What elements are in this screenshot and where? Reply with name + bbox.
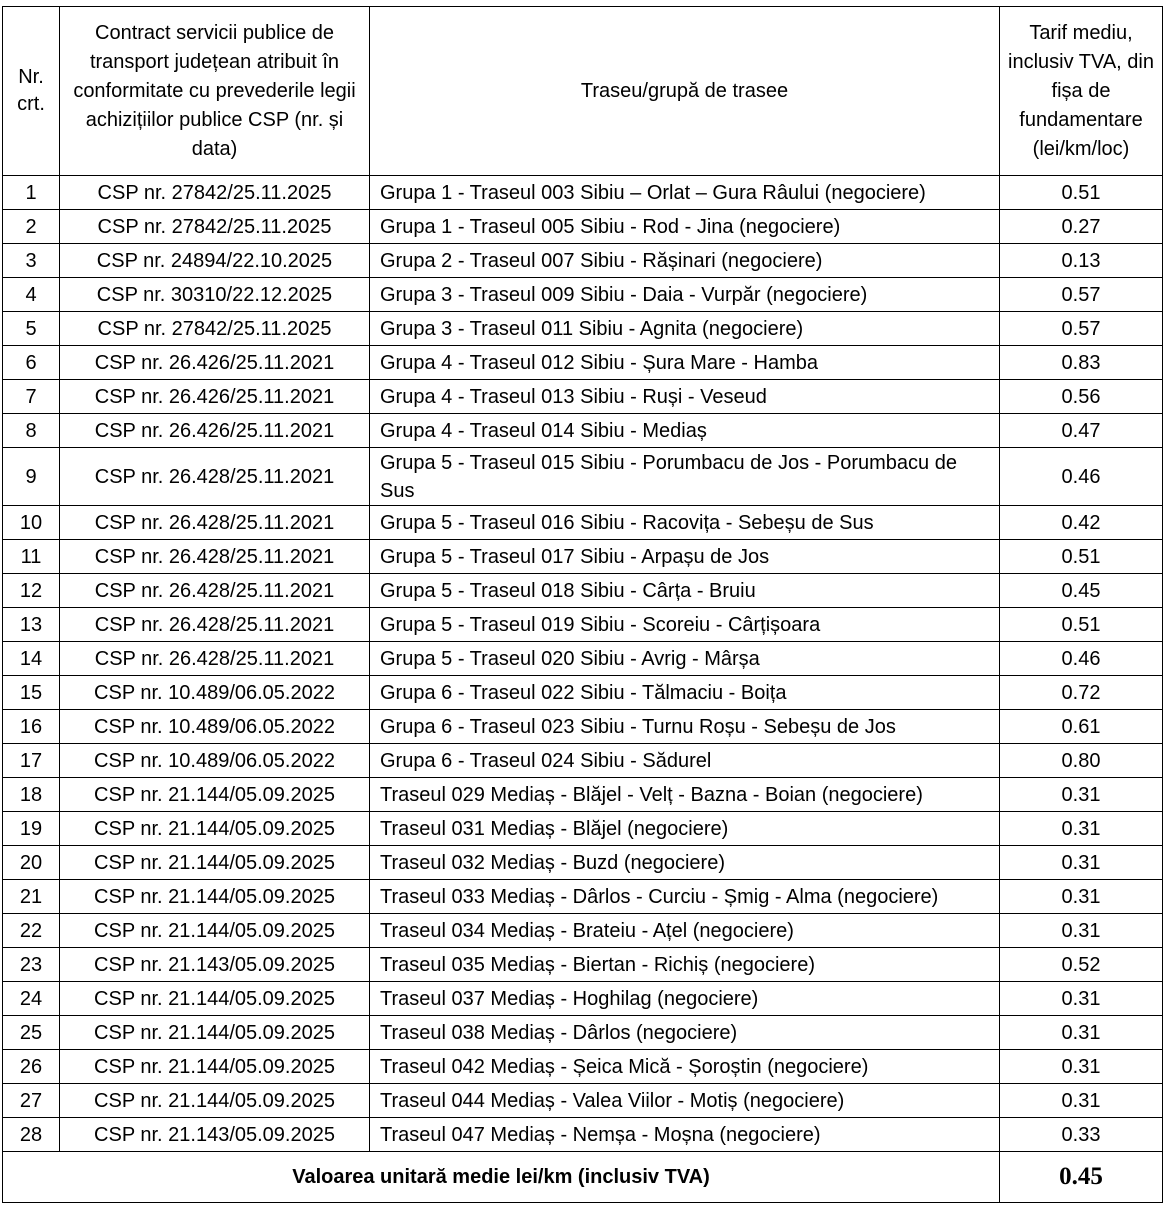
cell-tariff: 0.31: [1000, 914, 1163, 948]
cell-csp: CSP nr. 26.428/25.11.2021: [60, 642, 370, 676]
cell-route: Grupa 1 - Traseul 005 Sibiu - Rod - Jina (negociere): [370, 210, 1000, 244]
cell-csp: CSP nr. 24894/22.10.2025: [60, 244, 370, 278]
cell-route: Grupa 5 - Traseul 016 Sibiu - Racovița - Sebeșu de Sus: [370, 506, 1000, 540]
cell-tariff: 0.31: [1000, 880, 1163, 914]
cell-tariff: 0.33: [1000, 1118, 1163, 1152]
header-route: Traseu/grupă de trasee: [370, 7, 1000, 176]
cell-tariff: 0.46: [1000, 448, 1163, 506]
table-row: [3, 778, 1163, 812]
table-row: [3, 414, 1163, 448]
cell-route: Grupa 5 - Traseul 020 Sibiu - Avrig - Mârșa: [370, 642, 1000, 676]
cell-nr: 15: [3, 676, 60, 710]
table-row: [3, 346, 1163, 380]
cell-csp: CSP nr. 10.489/06.05.2022: [60, 676, 370, 710]
header-tariff: Tarif mediu, inclusiv TVA, din fișa de fundamentare (lei/km/loc): [1000, 7, 1163, 176]
table-row: [3, 244, 1163, 278]
cell-csp: CSP nr. 26.426/25.11.2021: [60, 414, 370, 448]
cell-csp: CSP nr. 26.428/25.11.2021: [60, 574, 370, 608]
table-row: [3, 1084, 1163, 1118]
cell-tariff: 0.51: [1000, 608, 1163, 642]
cell-nr: 11: [3, 540, 60, 574]
cell-tariff: 0.31: [1000, 982, 1163, 1016]
cell-nr: 18: [3, 778, 60, 812]
cell-tariff: 0.72: [1000, 676, 1163, 710]
cell-csp: CSP nr. 21.144/05.09.2025: [60, 982, 370, 1016]
cell-nr: 13: [3, 608, 60, 642]
cell-route: Traseul 044 Mediaș - Valea Viilor - Motiș (negociere): [370, 1084, 1000, 1118]
cell-csp: CSP nr. 27842/25.11.2025: [60, 176, 370, 210]
cell-csp: CSP nr. 21.144/05.09.2025: [60, 778, 370, 812]
cell-route: Grupa 6 - Traseul 022 Sibiu - Tălmaciu - Boița: [370, 676, 1000, 710]
cell-csp: CSP nr. 26.428/25.11.2021: [60, 608, 370, 642]
table-row: [3, 312, 1163, 346]
table-row: [3, 744, 1163, 778]
cell-route: Grupa 3 - Traseul 011 Sibiu - Agnita (negociere): [370, 312, 1000, 346]
cell-nr: 27: [3, 1084, 60, 1118]
cell-route: Grupa 2 - Traseul 007 Sibiu - Rășinari (negociere): [370, 244, 1000, 278]
cell-tariff: 0.57: [1000, 312, 1163, 346]
table-row: [3, 880, 1163, 914]
header-csp: Contract servicii publice de transport județean atribuit în conformitate cu prevederile legii achizițiilor publice CSP (nr. și data): [60, 7, 370, 176]
cell-csp: CSP nr. 21.144/05.09.2025: [60, 1084, 370, 1118]
cell-csp: CSP nr. 21.144/05.09.2025: [60, 880, 370, 914]
table-row: [3, 506, 1163, 540]
cell-route: Grupa 4 - Traseul 014 Sibiu - Mediaș: [370, 414, 1000, 448]
cell-tariff: 0.27: [1000, 210, 1163, 244]
cell-tariff: 0.80: [1000, 744, 1163, 778]
cell-route: Grupa 3 - Traseul 009 Sibiu - Daia - Vurpăr (negociere): [370, 278, 1000, 312]
cell-nr: 2: [3, 210, 60, 244]
cell-nr: 10: [3, 506, 60, 540]
table-row: [3, 574, 1163, 608]
table-row: [3, 982, 1163, 1016]
cell-route: Traseul 042 Mediaș - Șeica Mică - Șoroștin (negociere): [370, 1050, 1000, 1084]
cell-csp: CSP nr. 27842/25.11.2025: [60, 210, 370, 244]
cell-csp: CSP nr. 26.426/25.11.2021: [60, 346, 370, 380]
cell-csp: CSP nr. 21.144/05.09.2025: [60, 914, 370, 948]
cell-nr: 24: [3, 982, 60, 1016]
cell-csp: CSP nr. 30310/22.12.2025: [60, 278, 370, 312]
cell-csp: CSP nr. 21.144/05.09.2025: [60, 1050, 370, 1084]
cell-csp: CSP nr. 21.144/05.09.2025: [60, 812, 370, 846]
cell-route: Traseul 032 Mediaș - Buzd (negociere): [370, 846, 1000, 880]
cell-nr: 22: [3, 914, 60, 948]
total-row: [3, 1152, 1163, 1203]
cell-tariff: 0.46: [1000, 642, 1163, 676]
cell-route: Grupa 5 - Traseul 017 Sibiu - Arpașu de Jos: [370, 540, 1000, 574]
cell-csp: CSP nr. 10.489/06.05.2022: [60, 744, 370, 778]
cell-route: Traseul 038 Mediaș - Dârlos (negociere): [370, 1016, 1000, 1050]
cell-csp: CSP nr. 21.143/05.09.2025: [60, 948, 370, 982]
cell-route: Traseul 047 Mediaș - Nemșa - Moșna (negociere): [370, 1118, 1000, 1152]
table-row: [3, 1118, 1163, 1152]
cell-csp: CSP nr. 21.144/05.09.2025: [60, 1016, 370, 1050]
cell-csp: CSP nr. 21.143/05.09.2025: [60, 1118, 370, 1152]
cell-nr: 23: [3, 948, 60, 982]
cell-route: Grupa 6 - Traseul 023 Sibiu - Turnu Roșu - Sebeșu de Jos: [370, 710, 1000, 744]
cell-nr: 6: [3, 346, 60, 380]
cell-route: Grupa 1 - Traseul 003 Sibiu – Orlat – Gura Râului (negociere): [370, 176, 1000, 210]
table-row: [3, 448, 1163, 506]
cell-tariff: 0.31: [1000, 812, 1163, 846]
table-row: [3, 710, 1163, 744]
cell-route: Traseul 031 Mediaș - Blăjel (negociere): [370, 812, 1000, 846]
cell-route: Grupa 6 - Traseul 024 Sibiu - Sădurel: [370, 744, 1000, 778]
cell-tariff: 0.56: [1000, 380, 1163, 414]
cell-csp: CSP nr. 26.428/25.11.2021: [60, 448, 370, 506]
cell-tariff: 0.31: [1000, 846, 1163, 880]
cell-route: Traseul 035 Mediaș - Biertan - Richiș (negociere): [370, 948, 1000, 982]
cell-route: Traseul 037 Mediaș - Hoghilag (negociere): [370, 982, 1000, 1016]
cell-nr: 4: [3, 278, 60, 312]
cell-nr: 14: [3, 642, 60, 676]
cell-tariff: 0.83: [1000, 346, 1163, 380]
total-label: Valoarea unitară medie lei/km (inclusiv TVA): [3, 1152, 1000, 1203]
cell-tariff: 0.52: [1000, 948, 1163, 982]
cell-route: Grupa 5 - Traseul 018 Sibiu - Cârța - Bruiu: [370, 574, 1000, 608]
cell-tariff: 0.31: [1000, 1050, 1163, 1084]
table-row: [3, 846, 1163, 880]
cell-nr: 25: [3, 1016, 60, 1050]
cell-route: Grupa 5 - Traseul 015 Sibiu - Porumbacu de Jos - Porumbacu de Sus: [370, 448, 1000, 506]
table-row: [3, 642, 1163, 676]
cell-tariff: 0.31: [1000, 1016, 1163, 1050]
header-row: [3, 7, 1163, 176]
table-row: [3, 812, 1163, 846]
table-row: [3, 676, 1163, 710]
cell-nr: 21: [3, 880, 60, 914]
cell-nr: 19: [3, 812, 60, 846]
cell-nr: 20: [3, 846, 60, 880]
cell-tariff: 0.13: [1000, 244, 1163, 278]
cell-nr: 1: [3, 176, 60, 210]
cell-tariff: 0.51: [1000, 540, 1163, 574]
cell-route: Grupa 4 - Traseul 012 Sibiu - Șura Mare - Hamba: [370, 346, 1000, 380]
cell-route: Traseul 034 Mediaș - Brateiu - Ațel (negociere): [370, 914, 1000, 948]
table-row: [3, 380, 1163, 414]
cell-nr: 28: [3, 1118, 60, 1152]
table-row: [3, 176, 1163, 210]
table-row: [3, 210, 1163, 244]
cell-route: Grupa 4 - Traseul 013 Sibiu - Ruși - Veseud: [370, 380, 1000, 414]
cell-csp: CSP nr. 27842/25.11.2025: [60, 312, 370, 346]
cell-csp: CSP nr. 26.426/25.11.2021: [60, 380, 370, 414]
cell-tariff: 0.51: [1000, 176, 1163, 210]
cell-tariff: 0.31: [1000, 778, 1163, 812]
cell-route: Traseul 033 Mediaș - Dârlos - Curciu - Șmig - Alma (negociere): [370, 880, 1000, 914]
table-row: [3, 1050, 1163, 1084]
cell-route: Traseul 029 Mediaș - Blăjel - Velț - Bazna - Boian (negociere): [370, 778, 1000, 812]
cell-route: Grupa 5 - Traseul 019 Sibiu - Scoreiu - Cârțișoara: [370, 608, 1000, 642]
cell-tariff: 0.45: [1000, 574, 1163, 608]
cell-tariff: 0.47: [1000, 414, 1163, 448]
tariff-table: [2, 6, 1163, 1203]
cell-nr: 3: [3, 244, 60, 278]
cell-nr: 12: [3, 574, 60, 608]
cell-tariff: 0.61: [1000, 710, 1163, 744]
table-row: [3, 914, 1163, 948]
cell-tariff: 0.42: [1000, 506, 1163, 540]
table-row: [3, 278, 1163, 312]
total-value: 0.45: [1000, 1152, 1163, 1203]
cell-nr: 26: [3, 1050, 60, 1084]
table-row: [3, 608, 1163, 642]
header-nr: Nr. crt.: [3, 7, 60, 176]
cell-csp: CSP nr. 26.428/25.11.2021: [60, 506, 370, 540]
table-row: [3, 540, 1163, 574]
cell-nr: 5: [3, 312, 60, 346]
cell-nr: 8: [3, 414, 60, 448]
cell-tariff: 0.31: [1000, 1084, 1163, 1118]
cell-nr: 16: [3, 710, 60, 744]
cell-tariff: 0.57: [1000, 278, 1163, 312]
cell-nr: 9: [3, 448, 60, 506]
table-body: [3, 176, 1163, 1152]
table-row: [3, 948, 1163, 982]
cell-csp: CSP nr. 21.144/05.09.2025: [60, 846, 370, 880]
document-page: [2, 6, 1162, 1203]
cell-csp: CSP nr. 10.489/06.05.2022: [60, 710, 370, 744]
table-row: [3, 1016, 1163, 1050]
cell-csp: CSP nr. 26.428/25.11.2021: [60, 540, 370, 574]
cell-nr: 7: [3, 380, 60, 414]
cell-nr: 17: [3, 744, 60, 778]
